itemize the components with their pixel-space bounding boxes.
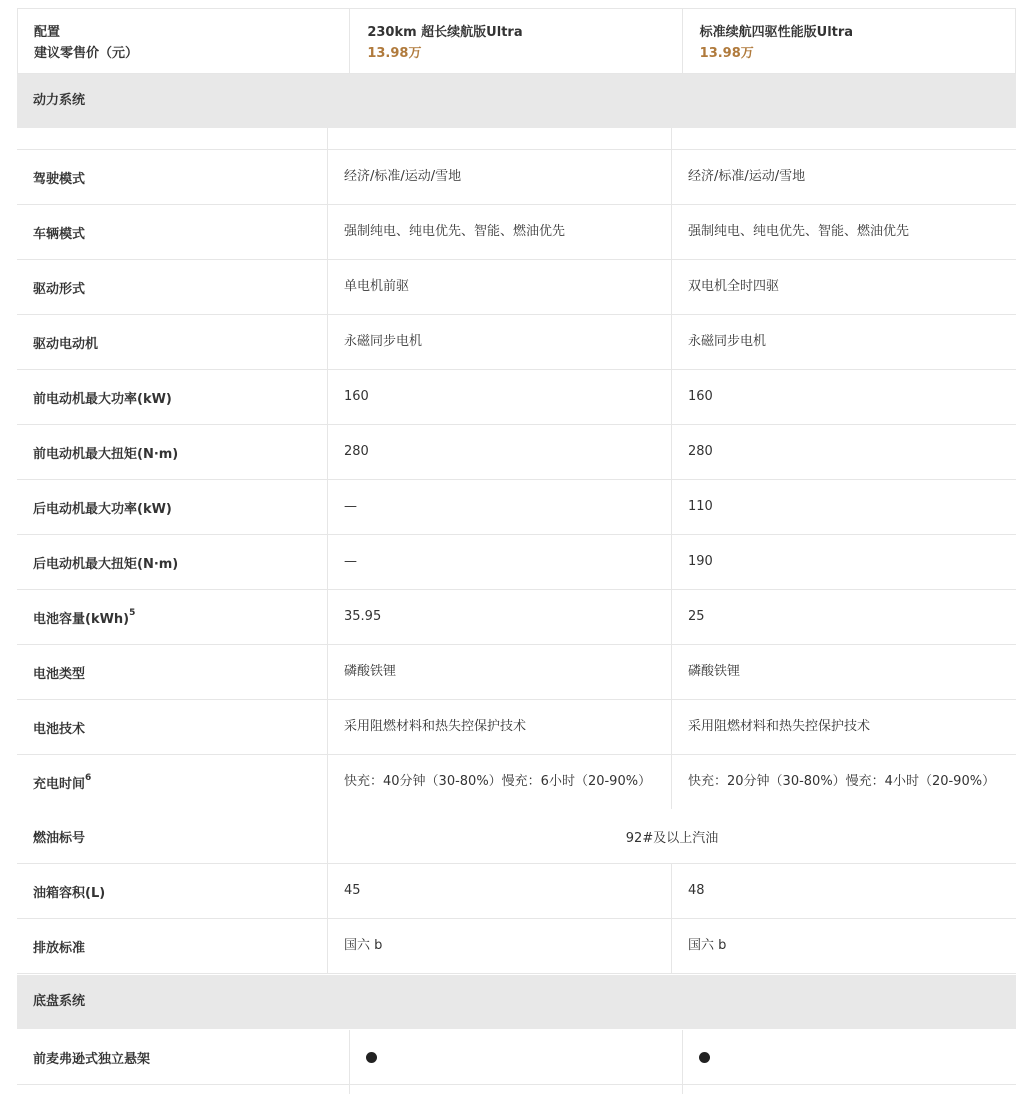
table-row xyxy=(17,919,1016,974)
row-value: 快充：40分钟（30-80%）慢充：6小时（20-90%） xyxy=(328,755,672,809)
row-value: 25 xyxy=(688,609,705,624)
row-value: 国六 b xyxy=(328,919,672,973)
row-value: 经济/标准/运动/雪地 xyxy=(328,150,672,204)
table-row xyxy=(17,590,1016,645)
row-value: 采用阻燃材料和热失控保护技术 xyxy=(328,700,672,754)
row-value: 快充：20分钟（30-80%）慢充：4小时（20-90%） xyxy=(688,774,996,789)
table-row xyxy=(17,755,1016,810)
row-label xyxy=(17,260,328,314)
row-label xyxy=(17,590,328,644)
row-label-text: 车辆模式 xyxy=(33,226,86,242)
table-row xyxy=(17,645,1016,700)
row-label-text: 驱动形式 xyxy=(33,281,86,297)
section-power: 动力系统 xyxy=(17,74,1016,128)
row-value: 110 xyxy=(688,499,713,514)
row-label xyxy=(17,205,328,259)
table-row xyxy=(17,535,1016,590)
row-value: 35.95 xyxy=(328,590,672,644)
row-label xyxy=(17,755,328,809)
row-value: 永磁同步电机 xyxy=(328,315,672,369)
model-price: 13.98万 xyxy=(699,46,754,61)
header-label-cell xyxy=(18,9,350,73)
row-label-text: 驾驶模式 xyxy=(33,171,86,187)
row-label: 排放标准 xyxy=(17,919,328,973)
row-value: 磷酸铁锂 xyxy=(688,664,741,679)
row-label xyxy=(17,1085,350,1094)
row-label xyxy=(17,150,328,204)
section-chassis: 底盘系统 xyxy=(17,975,1016,1029)
row-value: — xyxy=(328,535,672,589)
row-label xyxy=(17,700,328,754)
row-label-text: 驱动电动机 xyxy=(33,336,99,352)
row-value xyxy=(683,1030,1016,1084)
row-label xyxy=(17,315,328,369)
model-name: 230km 超长续航版Ultra xyxy=(367,25,523,40)
row-value: 160 xyxy=(688,389,713,404)
row-label-text: 前电动机最大功率(kW) xyxy=(33,391,172,407)
row-label-text: 后电动机最大功率(kW) xyxy=(33,501,172,517)
table-row xyxy=(17,864,1016,919)
table-row xyxy=(17,150,1016,205)
table-row xyxy=(17,205,1016,260)
table-row xyxy=(17,260,1016,315)
row-value: 国六 b xyxy=(688,938,727,953)
row-value: 48 xyxy=(688,883,705,898)
row-value: 永磁同步电机 xyxy=(688,334,767,349)
footnote-marker[interactable]: 6 xyxy=(85,773,92,783)
table-row xyxy=(17,480,1016,535)
table-row xyxy=(17,1085,1016,1094)
row-value xyxy=(683,1085,1016,1094)
row-value xyxy=(350,1030,683,1084)
row-label xyxy=(17,480,328,534)
row-label xyxy=(17,425,328,479)
row-value: 采用阻燃材料和热失控保护技术 xyxy=(688,719,871,734)
model-column-1 xyxy=(350,9,682,73)
table-row xyxy=(17,315,1016,370)
row-value: 280 xyxy=(328,425,672,479)
table-row-fuel xyxy=(17,809,1016,864)
row-label-text: 前电动机最大扭矩(N·m) xyxy=(33,446,179,462)
row-value: 280 xyxy=(688,444,713,459)
table-row xyxy=(17,1030,1016,1085)
price-label: 建议零售价（元） xyxy=(34,46,139,61)
row-value: 强制纯电、纯电优先、智能、燃油优先 xyxy=(688,224,910,239)
row-value: 45 xyxy=(328,864,672,918)
row-label-text: 后电动机最大扭矩(N·m) xyxy=(33,556,179,572)
standard-dot-icon xyxy=(699,1052,710,1063)
row-value xyxy=(350,1085,683,1094)
row-value: 强制纯电、纯电优先、智能、燃油优先 xyxy=(328,205,672,259)
table-row xyxy=(17,425,1016,480)
model-name: 标准续航四驱性能版Ultra xyxy=(699,25,854,40)
row-label: 油箱容积(L) xyxy=(17,864,328,918)
row-label-text: 电池类型 xyxy=(33,666,86,682)
model-price: 13.98万 xyxy=(367,46,422,61)
row-label-text: 电池技术 xyxy=(33,721,86,737)
row-label-text: 电池容量(kWh) xyxy=(33,611,130,627)
model-column-2 xyxy=(683,9,1015,73)
config-label: 配置 xyxy=(34,25,61,40)
row-value: — xyxy=(328,480,672,534)
row-value: 190 xyxy=(688,554,713,569)
row-value: 经济/标准/运动/雪地 xyxy=(688,169,806,184)
row-value: 磷酸铁锂 xyxy=(328,645,672,699)
row-value: 单电机前驱 xyxy=(328,260,672,314)
row-label xyxy=(17,535,328,589)
row-label: 前麦弗逊式独立悬架 xyxy=(17,1030,350,1084)
table-row xyxy=(17,370,1016,425)
spec-header xyxy=(17,8,1016,74)
row-label-text: 充电时间 xyxy=(33,776,86,792)
row-value: 160 xyxy=(328,370,672,424)
row-value: 双电机全时四驱 xyxy=(688,279,780,294)
footnote-marker[interactable]: 5 xyxy=(129,608,136,618)
standard-dot-icon xyxy=(366,1052,377,1063)
table-row xyxy=(17,700,1016,755)
row-label xyxy=(17,645,328,699)
row-label: 燃油标号 xyxy=(17,809,328,863)
row-value-merged: 92#及以上汽油 xyxy=(625,830,719,846)
row-label xyxy=(17,370,328,424)
